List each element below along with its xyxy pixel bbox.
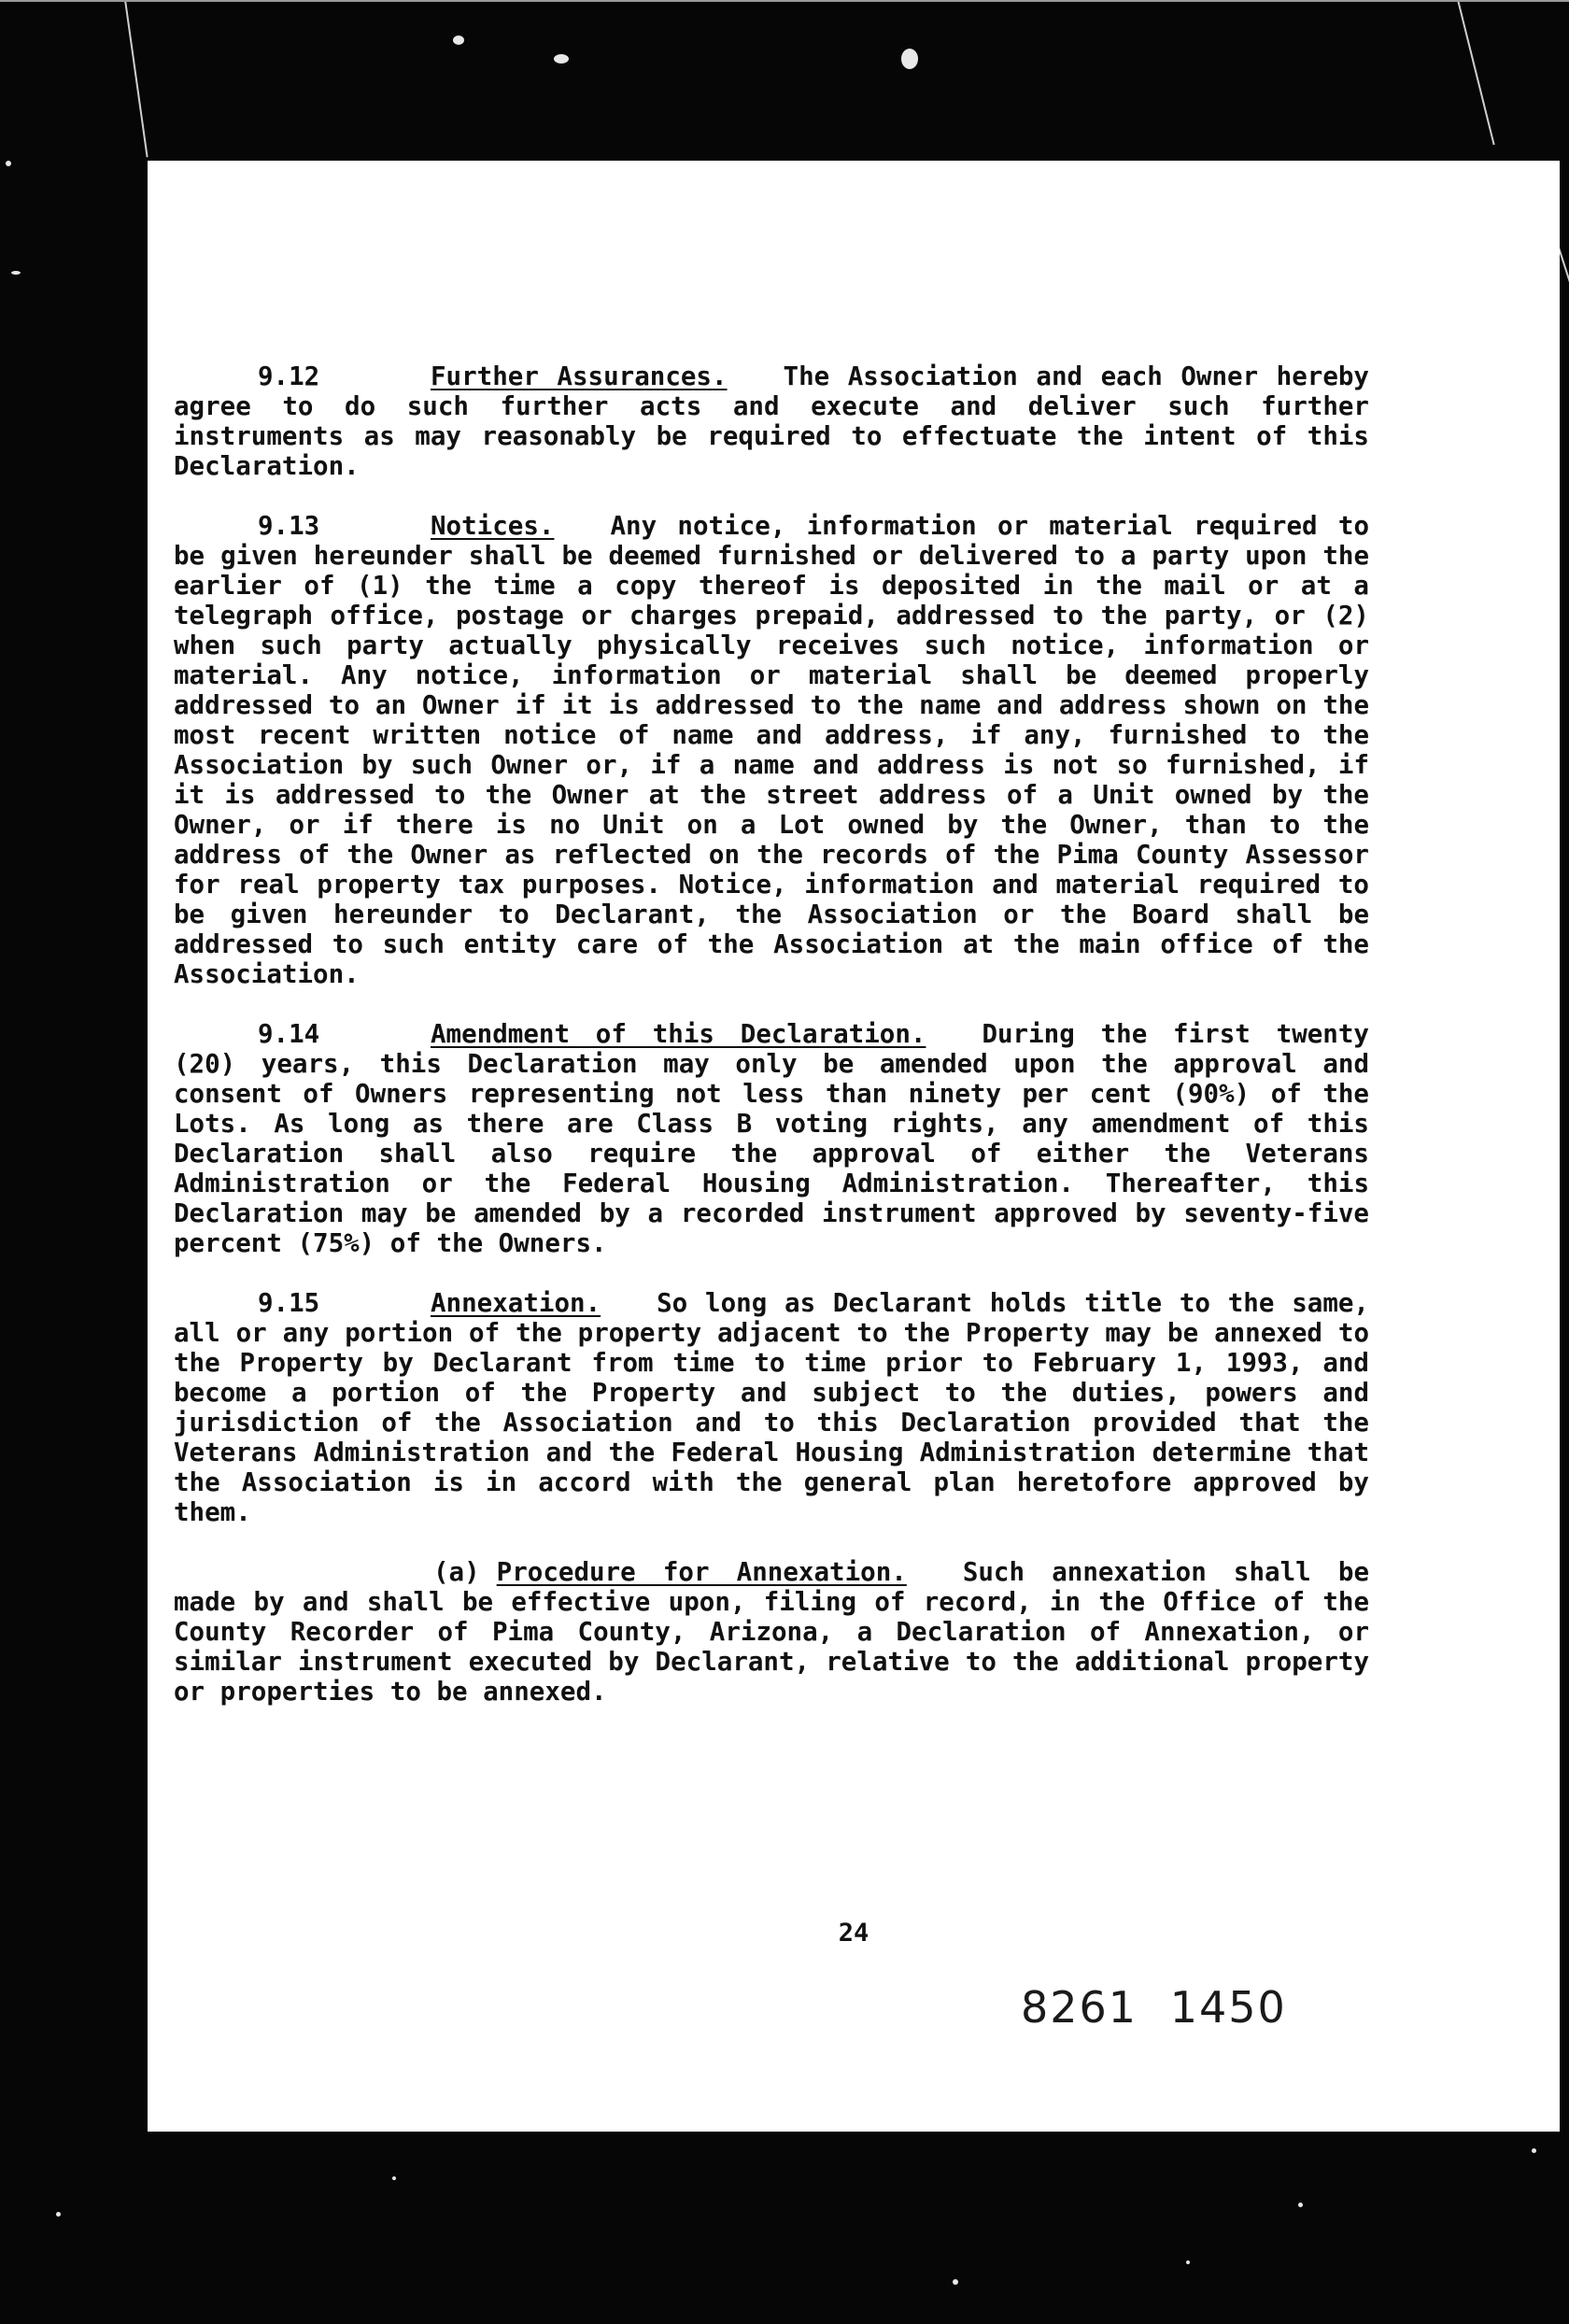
section-heading: Further Assurances. (431, 361, 728, 391)
film-scratch (124, 0, 148, 157)
subsection-heading: Procedure for Annexation. (496, 1557, 907, 1587)
section-number: 9.12 (258, 361, 320, 391)
document-body (174, 361, 1369, 1736)
section-number: 9.15 (258, 1288, 320, 1318)
section-9-13 (174, 511, 1369, 989)
section-9-15 (174, 1288, 1369, 1527)
dust-speck (11, 271, 21, 275)
section-number: 9.13 (258, 511, 320, 541)
dust-speck (1298, 2203, 1303, 2207)
section-heading: Notices. (431, 511, 555, 541)
section-9-14 (174, 1019, 1369, 1258)
dust-speck (1186, 2260, 1190, 2264)
section-9-12 (174, 361, 1369, 481)
dust-speck (392, 2176, 396, 2180)
subsection-body: Such annexation shall be made by and shall be effective upon, filing of record, in the Office of the County Recorder of Pima County, Arizona, a Declaration of Annexation, or similar instrument executed by Declarant, relative to the additional property or properties to be annexed. (174, 1557, 1369, 1707)
film-scratch (0, 0, 1569, 2)
recording-stamp: 8261 1450 (1021, 1982, 1287, 2033)
dust-speck (56, 2212, 61, 2217)
section-body: During the first twenty (20) years, this Declaration may only be amended upon the approval and consent of Owners representing not less than ninety per cent (90%) of the Lots. As long as there are Class B voting rights, any amendment of this Declaration shall also require the approval of either the Veterans Administration or the Federal Housing Administration. Thereafter, this Declaration may be amended by a recorded instrument approved by seventy-five percent (75%) of the Owners. (174, 1019, 1369, 1258)
dust-speck (901, 49, 918, 69)
document-page (148, 161, 1560, 2132)
dust-speck (6, 161, 11, 166)
section-number: 9.14 (258, 1019, 320, 1049)
dust-speck (1532, 2148, 1536, 2153)
dust-speck (554, 54, 569, 64)
dust-speck (453, 35, 464, 45)
film-scratch (1457, 0, 1495, 145)
page-number: 24 (838, 1919, 869, 1948)
subsection-label: (a) (433, 1557, 480, 1587)
section-heading: Annexation. (431, 1288, 601, 1318)
section-body: Any notice, information or material required to be given hereunder shall be deemed furnished or delivered to a party upon the earlier of (1) the time a copy thereof is deposited in the mail or at a telegraph office, postage or charges prepaid, addressed to the party, or (2) when such party actually physically receives such notice, information or material. Any notice, information or material shall be deemed properly addressed to an Owner if it is addressed to the name and address shown on the most recent written notice of name and address, if any, furnished to the Association by such Owner or, if a name and address is not so furnished, if it is addressed to the Owner at the street address of a Unit owned by the Owner, or if there is no Unit on a Lot owned by the Owner, than to the address of the Owner as reflected on the records of the Pima County Assessor for real property tax purposes. Notice, information and material required to be given hereunder to Declarant, the Association or the Board shall be addressed to such entity care of the Association at the main office of the Association. (174, 511, 1369, 989)
section-body: So long as Declarant holds title to the same, all or any portion of the property adjacent to the Property may be annexed to the Property by Declarant from time to time prior to February 1, 1993, and become a portion of the Property and subject to the duties, powers and jurisdiction of the Association and to this Declaration provided that the Veterans Administration and the Federal Housing Administration determine that the Association is in accord with the general plan heretofore approved by them. (174, 1288, 1369, 1527)
subsection-a (174, 1557, 1369, 1707)
section-body: The Association and each Owner hereby agree to do such further acts and execute and deliver such further instruments as may reasonably be required to effectuate the intent of this Declaration. (174, 361, 1369, 481)
dust-speck (953, 2279, 958, 2285)
section-heading: Amendment of this Declaration. (431, 1019, 926, 1049)
